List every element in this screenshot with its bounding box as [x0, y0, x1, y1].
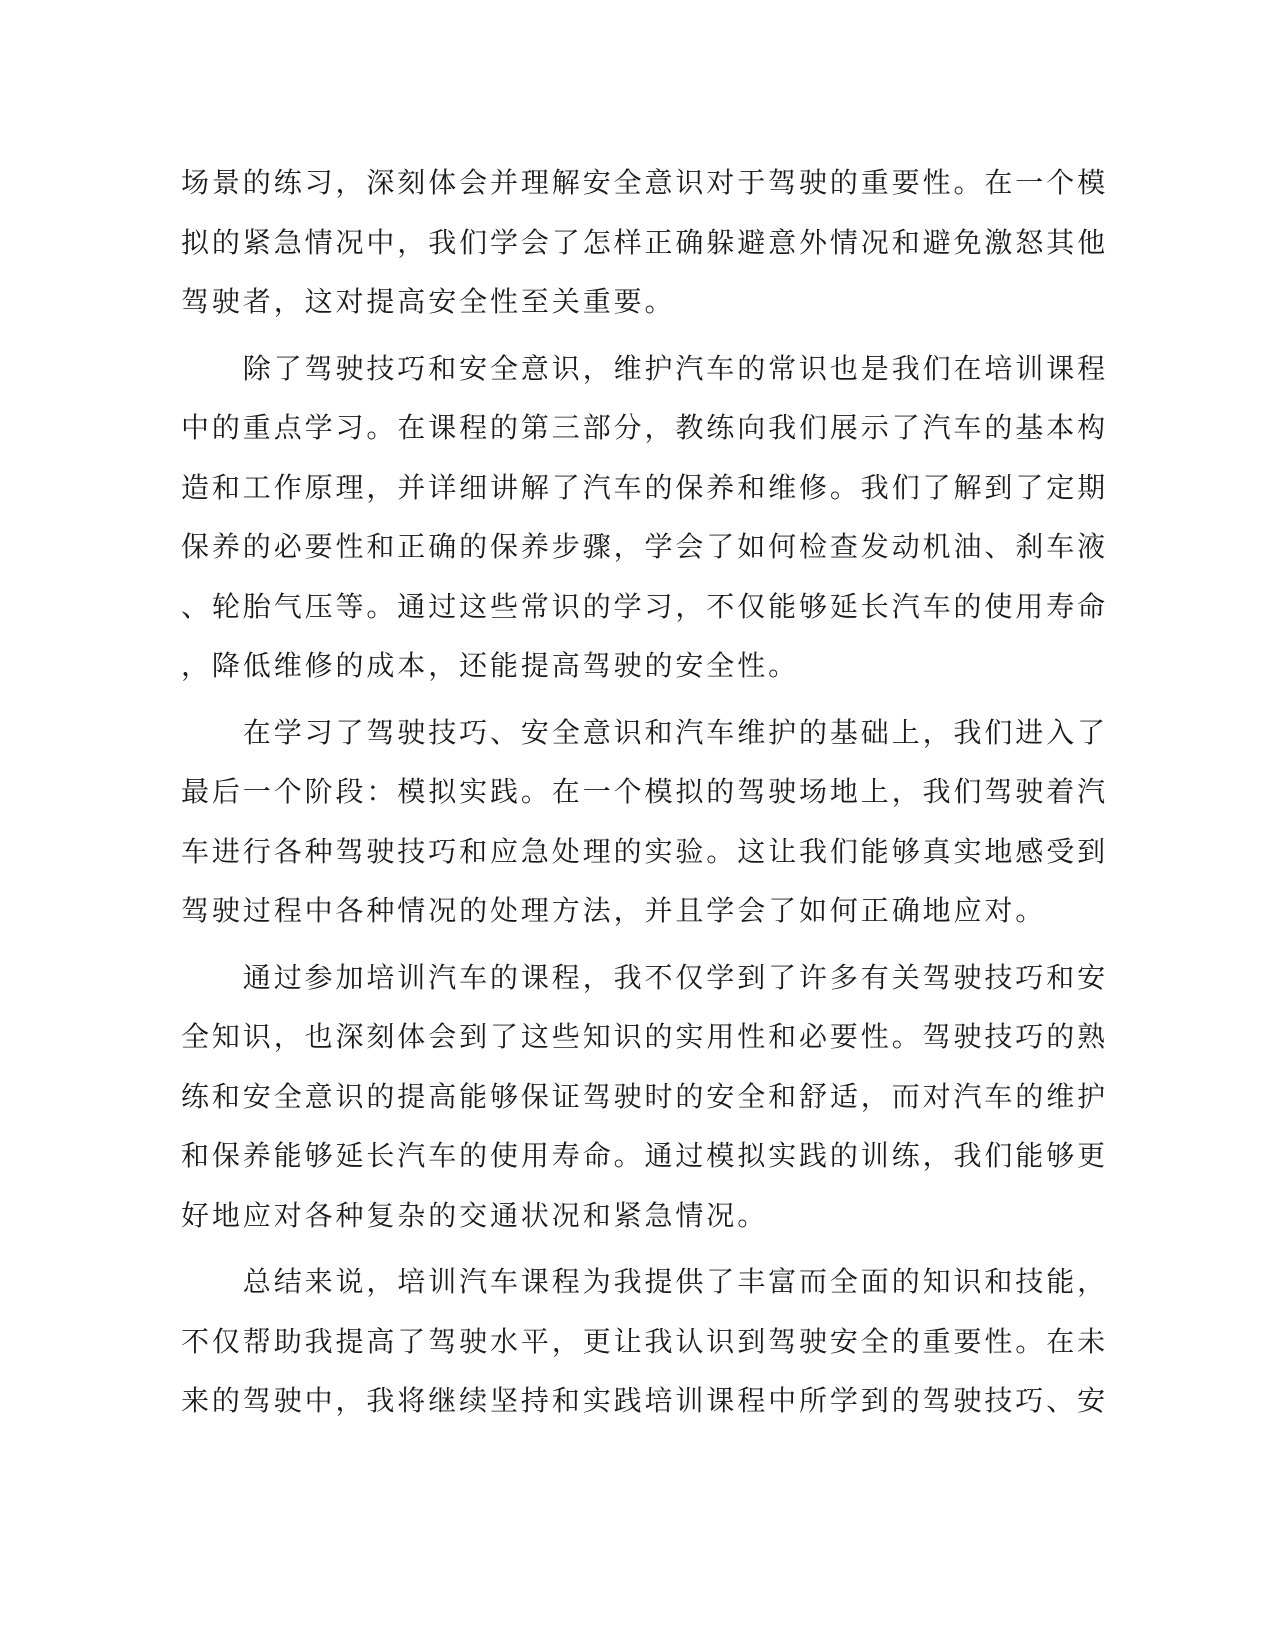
- paragraph-2: [181, 339, 1109, 696]
- document-body: [181, 153, 1109, 1431]
- text-line: ，降低维修的成本，还能提高驾驶的安全性。: [181, 649, 800, 682]
- text-line: 车进行各种驾驶技巧和应急处理的实验。这让我们能够真实地感受到: [181, 834, 1109, 868]
- text-line: 中的重点学习。在课程的第三部分，教练向我们展示了汽车的基本构: [181, 411, 1109, 444]
- text-line: 总结来说，培训汽车课程为我提供了丰富而全面的知识和技能，: [181, 1265, 1109, 1298]
- paragraph-1: [181, 153, 1109, 332]
- text-line: 练和安全意识的提高能够保证驾驶时的安全和舒适，而对汽车的维护: [181, 1079, 1109, 1113]
- text-line: 造和工作原理，并详细讲解了汽车的保养和维修。我们了解到了定期: [181, 470, 1109, 504]
- paragraph-4: [181, 948, 1109, 1246]
- text-line: 不仅帮助我提高了驾驶水平，更让我认识到驾驶安全的重要性。在未: [181, 1324, 1109, 1358]
- paragraph-3: [181, 703, 1109, 941]
- text-line: 驾驶者，这对提高安全性至关重要。: [181, 285, 676, 318]
- text-line: 、轮胎气压等。通过这些常识的学习，不仅能够延长汽车的使用寿命: [181, 589, 1109, 623]
- text-line: 在学习了驾驶技巧、安全意识和汽车维护的基础上，我们进入了: [181, 715, 1109, 749]
- text-line: 来的驾驶中，我将继续坚持和实践培训课程中所学到的驾驶技巧、安: [181, 1384, 1109, 1417]
- text-line: 保养的必要性和正确的保养步骤，学会了如何检查发动机油、刹车液: [181, 530, 1109, 563]
- text-line: 最后一个阶段：模拟实践。在一个模拟的驾驶场地上，我们驾驶着汽: [181, 775, 1109, 808]
- text-line: 拟的紧急情况中，我们学会了怎样正确躲避意外情况和避免激怒其他: [181, 225, 1109, 259]
- text-line: 好地应对各种复杂的交通状况和紧急情况。: [181, 1198, 769, 1232]
- text-line: 通过参加培训汽车的课程，我不仅学到了许多有关驾驶技巧和安: [181, 960, 1109, 994]
- text-line: 除了驾驶技巧和安全意识，维护汽车的常识也是我们在培训课程: [181, 351, 1109, 385]
- paragraph-5: [181, 1252, 1109, 1431]
- text-line: 场景的练习，深刻体会并理解安全意识对于驾驶的重要性。在一个模: [181, 166, 1109, 199]
- text-line: 和保养能够延长汽车的使用寿命。通过模拟实践的训练，我们能够更: [181, 1139, 1109, 1172]
- text-line: 全知识，也深刻体会到了这些知识的实用性和必要性。驾驶技巧的熟: [181, 1020, 1109, 1053]
- text-line: 驾驶过程中各种情况的处理方法，并且学会了如何正确地应对。: [181, 894, 1047, 927]
